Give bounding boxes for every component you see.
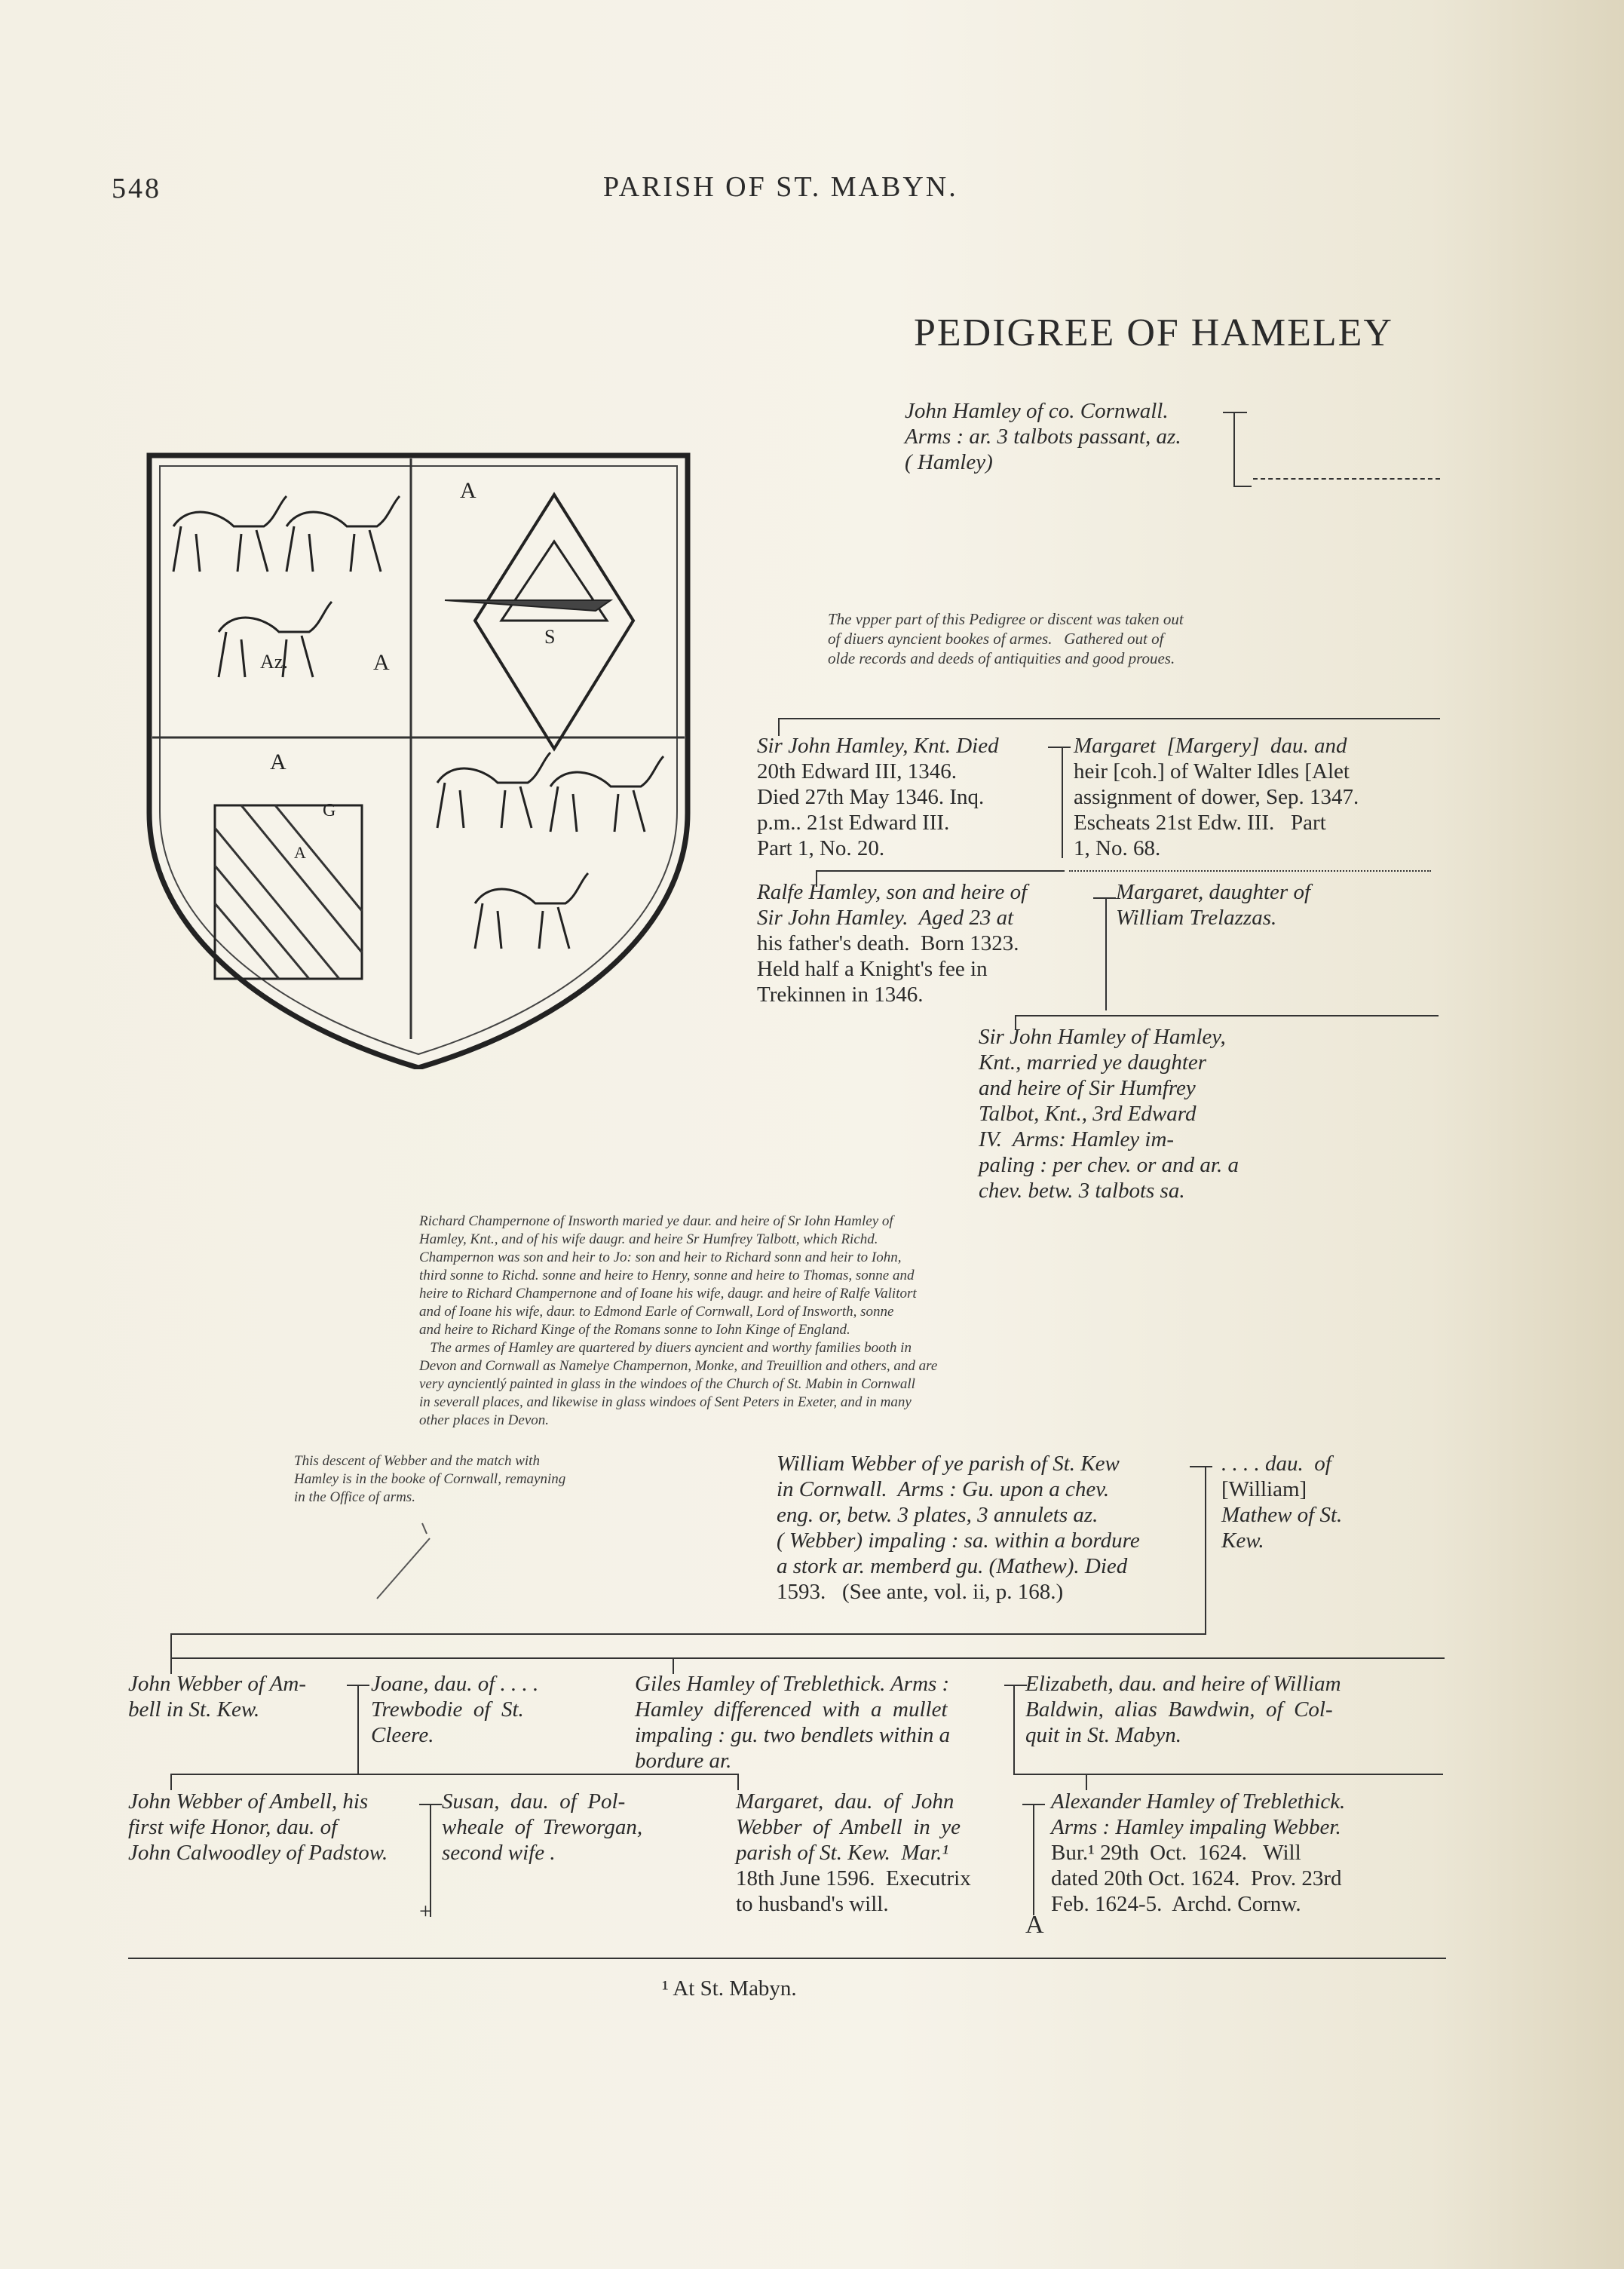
descent-line (1062, 747, 1063, 858)
descent-line (1033, 1804, 1034, 1915)
marriage-mark (1190, 1466, 1212, 1467)
descent-line (170, 1774, 172, 1790)
footnote-rule (128, 1958, 1446, 1959)
descent-line (1105, 897, 1107, 1010)
descent-line (170, 1774, 739, 1775)
entry-dau-mathew: . . . . dau. of [William] Mathew of St. Kew. (1221, 1452, 1343, 1553)
tincture-label: Az. (260, 651, 288, 673)
cross-mark-icon: + (419, 1899, 432, 1924)
shield-icon (143, 451, 694, 1069)
entry-william-webber: William Webber of ye parish of St. Kew in Cornwall. Arms : Gu. upon a chev. eng. or, betw. 3 plates, 3 annulets az. ( Webber) impaling : sa. within a bordure a stork ar. memberd gu. (Mathew). Died 1593. (See ante, vol. ii, p. 168.) (777, 1452, 1140, 1604)
continuation-marker: A (1025, 1911, 1044, 1939)
entry-sir-john-of-hamley: Sir John Hamley of Hamley, Knt., married ye daughter and heire of Sir Humfrey Talbot, Knt., 3rd Edward IV. Arms: Hamley im- paling : per chev. or and ar. a chev. betw. 3 talbots sa. (979, 1025, 1239, 1203)
svg-text:A: A (460, 478, 476, 503)
descent-line (1233, 486, 1252, 487)
svg-text:A: A (373, 650, 390, 675)
note-upper-pedigree: The vpper part of this Pedigree or discent was taken out of diuers ayncient bookes of armes. Gathered out of olde records and deeds of antiquities and good proues. (828, 610, 1184, 667)
descent-line (778, 718, 1440, 719)
descent-line (1233, 412, 1235, 487)
entry-elizabeth: Elizabeth, dau. and heire of William Baldwin, alias Bawdwin, of Col- quit in St. Mabyn. (1025, 1672, 1341, 1747)
descent-line (737, 1774, 739, 1790)
footnote: ¹ At St. Mabyn. (662, 1976, 797, 2001)
descent-line (1015, 1015, 1439, 1016)
running-title: PARISH OF ST. MABYN. (603, 171, 958, 203)
entry-margaret-webber: Margaret, dau. of John Webber of Ambell in ye parish of St. Kew. Mar.¹ 18th June 1596. Executrix to husband's will. (736, 1789, 971, 1916)
marriage-mark (1048, 747, 1071, 748)
svg-text:A: A (294, 843, 306, 862)
entry-sir-john-hamley: Sir John Hamley, Knt. Died 20th Edward III, 1346. Died 27th May 1346. Inq. p.m.. 21st Edward III. Part 1, No. 20. (757, 734, 999, 860)
descent-line (170, 1657, 1445, 1659)
entry-giles-hamley: Giles Hamley of Treblethick. Arms : Hamley differenced with a mullet impaling : gu. two bendlets within a bordure ar. (635, 1672, 951, 1773)
descent-line (170, 1633, 1206, 1635)
entry-ralfe-hamley: Ralfe Hamley, son and heire of Sir John Hamley. Aged 23 at his father's death. Born 1323. Held half a Knight's fee in Trekinnen in 1346. (757, 880, 1028, 1007)
descent-line (1069, 870, 1431, 872)
entry-alexander-hamley: Alexander Hamley of Treblethick. Arms : Hamley impaling Webber. Bur.¹ 29th Oct. 1624. Will dated 20th Oct. 1624. Prov. 23rd Feb. 1624-5. Archd. Cornw. (1051, 1789, 1346, 1916)
svg-text:S: S (544, 626, 556, 648)
descent-line (1205, 1466, 1206, 1633)
page-title: PEDIGREE OF HAMELEY (914, 311, 1393, 354)
descent-line (1223, 412, 1247, 413)
entry-margaret-idles: Margaret [Margery] dau. and heir [coh.] of Walter Idles [Alet assignment of dower, Sep. 1347. Escheats 21st Edw. III. Part 1, No. 68. (1074, 734, 1359, 860)
svg-text:A: A (270, 750, 286, 774)
marriage-mark (1004, 1685, 1027, 1686)
descent-line (1013, 1685, 1015, 1774)
entry-john-webber-ambell: John Webber of Am- bell in St. Kew. (128, 1672, 306, 1722)
descent-line (357, 1685, 359, 1774)
marriage-mark (1093, 897, 1116, 899)
descent-line (170, 1633, 172, 1674)
note-webber-descent: This descent of Webber and the match with Hamley is in the booke of Cornwall, remayning in the Office of arms. (294, 1453, 566, 1505)
entry-john-hamley: John Hamley of co. Cornwall. Arms : ar. 3 talbots passant, az. ( Hamley) (905, 399, 1181, 474)
descent-line (1013, 1774, 1443, 1775)
page-number: 548 (112, 173, 161, 204)
descent-line (816, 870, 1065, 872)
descent-line (1253, 478, 1440, 480)
svg-text:G: G (323, 801, 336, 820)
entry-john-webber-second: John Webber of Ambell, his first wife Honor, dau. of John Calwoodley of Padstow. (128, 1789, 388, 1865)
pointer-line (362, 1516, 452, 1606)
entry-joane: Joane, dau. of . . . . Trewbodie of St. Cleere. (371, 1672, 539, 1747)
descent-line (1086, 1774, 1087, 1790)
coat-of-arms-shield (143, 451, 694, 1069)
entry-susan: Susan, dau. of Pol- wheale of Treworgan, second wife . (442, 1789, 643, 1865)
note-champernone: Richard Champernone of Insworth maried ye daur. and heire of Sr Iohn Hamley of Hamley, Knt., and of his wife daugr. and heire Sr Humfrey Talbott, which Richd. Champernon was son and heir to Jo: son and heir to Richard sonn and heir to Iohn, third sonne to Richd. sonne and heire to Henry, sonne and heire to Thomas, sonne and heire to Richard Champernone and of Ioane his wife, daugr. and heire of Ralfe Valitort and of Ioane his wife, daur. to Edmond Earle of Cornwall, Lord of Insworth, sonne and heire to Richard Kinge of the Romans sonne to Iohn Kinge of England. The armes of Hamley are quartered by diuers ayncient and worthy families booth in Devon and Cornwall as Namelye Champernon, Monke, and Treuillion and others, and are very ayncientlý painted in glass in the windoes of the Church of St. Mabin in Cornwall in severall places, and likewise in glass windoes of Sent Peters in Exeter, and in many other places in Devon. (419, 1213, 938, 1428)
entry-margaret-trelazzas: Margaret, daughter of William Trelazzas. (1116, 880, 1311, 930)
